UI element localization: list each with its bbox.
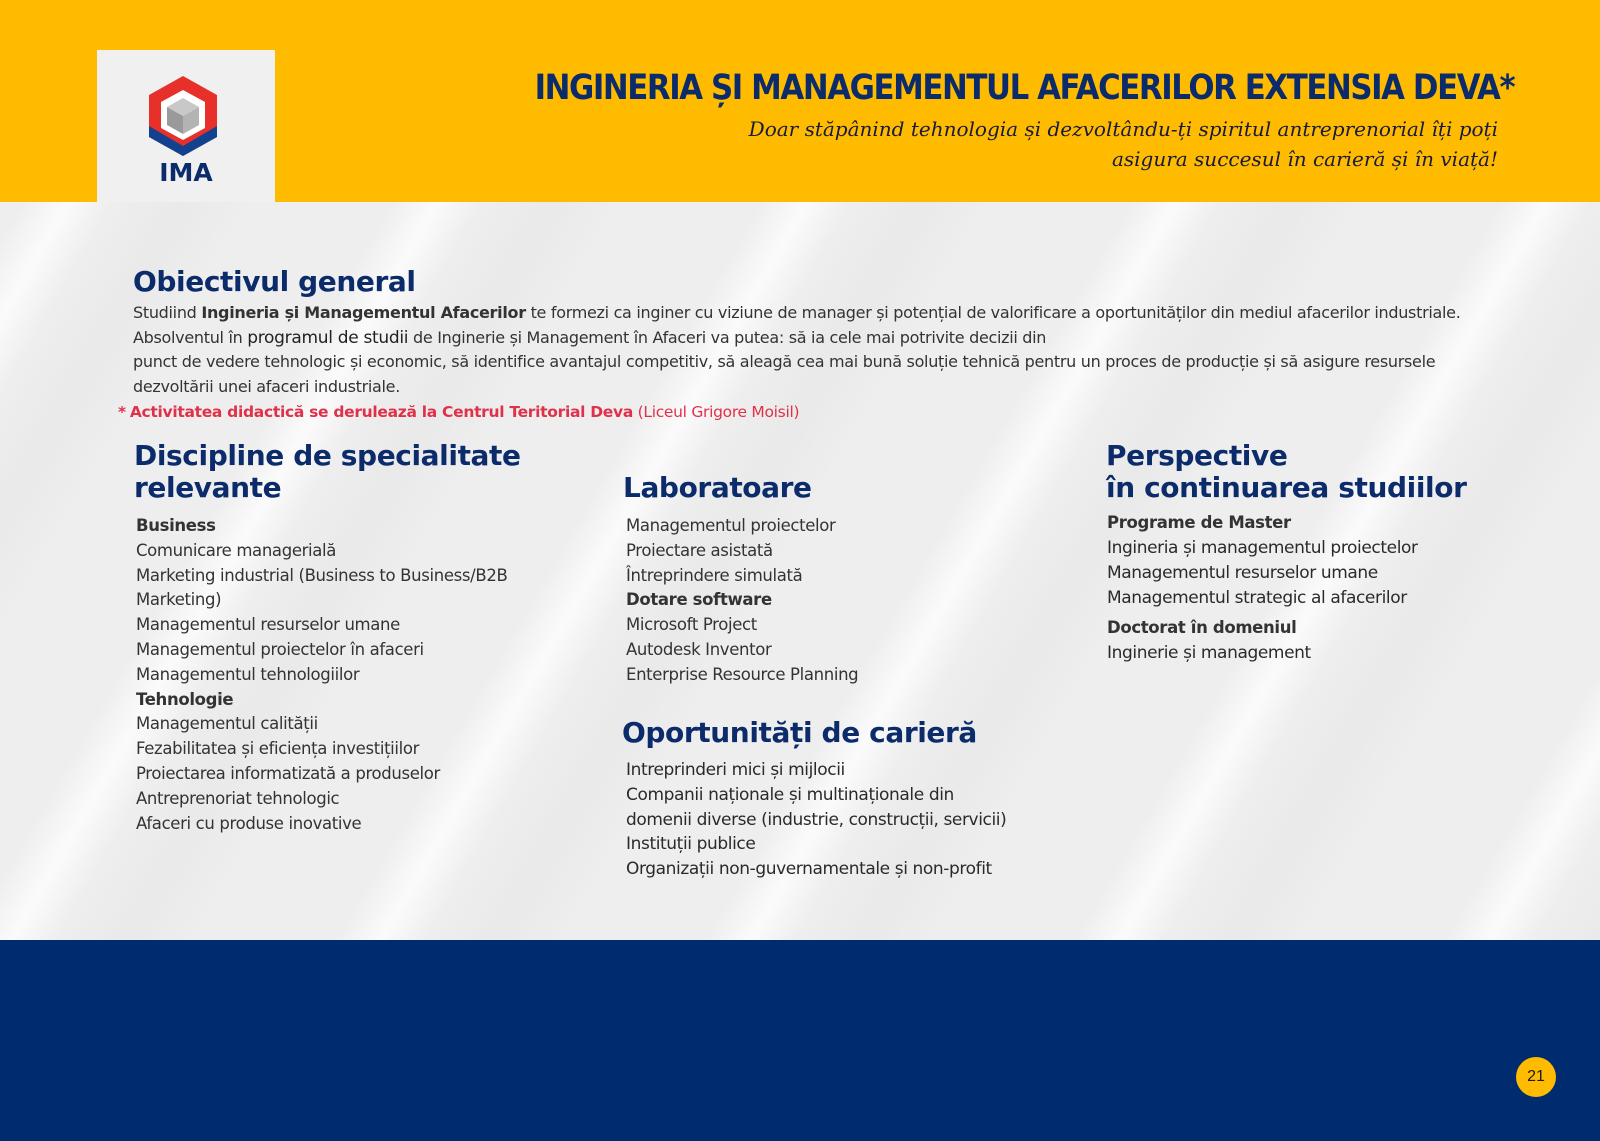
footer-band <box>0 940 1600 1141</box>
list-item: Instituții publice <box>626 834 756 855</box>
list-item: Managementul proiectelor <box>626 516 836 535</box>
asterisk: * <box>118 403 126 421</box>
objective-heading: Obiectivul general <box>133 265 416 298</box>
labs-list <box>623 514 1083 688</box>
list-item: Intreprinderi mici și mijlocii <box>626 760 845 780</box>
master-heading: Programe de Master <box>1107 513 1291 532</box>
list-item: Dotare software <box>626 590 772 610</box>
list-item: Microsoft Project <box>626 615 757 635</box>
heading-line: Perspective <box>1106 439 1288 472</box>
heading-line: Discipline de specialitate <box>134 439 521 472</box>
location-note-bold: Activitatea didactică se derulează la Centrul Teritorial Deva <box>129 403 633 421</box>
subtitle-line: Doar stăpânind tehnologia și dezvoltându-ți spiritul antreprenorial îți poți <box>748 117 1498 141</box>
page-title: INGINERIA ȘI MANAGEMENTUL AFACERILOR EXTENSIA DEVA* <box>534 68 1514 108</box>
list-item: domenii diverse (industrie, construcții, servicii) <box>626 809 1007 830</box>
list-item: Business <box>136 516 216 535</box>
disciplines-section <box>134 440 574 836</box>
page-subtitle <box>698 114 1498 174</box>
objective-paragraph <box>133 301 1493 350</box>
list-item: Proiectarea informatizată a produselor <box>136 763 440 783</box>
objective-paragraph: punct de vedere tehnologic și economic, să identifice avantajul competitiv, să aleagă cea mai bună soluție tehnică pentru un proces de producție și să asigure resursele dezvoltării unei afaceri industriale. <box>133 352 1436 396</box>
objective-text: de Inginerie și Management în Afaceri va putea: să ia cele mai potrivite decizii din <box>408 327 1047 347</box>
labs-heading: Laboratoare <box>623 471 812 504</box>
objective-text-bold: Ingineria și Managementul Afacerilor <box>201 303 526 322</box>
careers-section <box>622 717 1082 882</box>
list-item: Organizații non-guvernamentale și non-profit <box>626 859 992 880</box>
location-note-rest: (Liceul Grigore Moisil) <box>632 403 800 421</box>
list-item: Afaceri cu produse inovative <box>136 813 362 833</box>
heading-line: în continuarea studiilor <box>1106 471 1467 504</box>
phd-heading: Doctorat în domeniul <box>1107 618 1297 638</box>
header-band <box>0 0 1600 202</box>
list-item: Managementul tehnologiilor <box>136 664 360 684</box>
list-item: Întreprindere simulată <box>626 565 803 585</box>
list-item: Managementul calității <box>136 714 318 734</box>
page-number: 21 <box>1516 1057 1556 1097</box>
phd-list <box>1106 641 1546 666</box>
list-item: Managementul strategic al afacerilor <box>1107 587 1407 608</box>
list-item: Marketing industrial (Business to Business/B2B <box>136 565 508 585</box>
careers-list <box>622 758 1082 882</box>
list-item: Managementul proiectelor în afaceri <box>136 639 424 659</box>
disciplines-heading <box>134 440 574 504</box>
master-list <box>1106 536 1546 610</box>
list-item: Fezabilitatea și eficiența investițiilor <box>136 739 420 759</box>
logo <box>97 50 275 202</box>
perspectives-heading <box>1106 440 1546 504</box>
list-item: Tehnologie <box>136 689 234 709</box>
list-item: Managementul resurselor umane <box>136 615 400 635</box>
list-item: Autodesk Inventor <box>626 639 772 659</box>
hexagon-cube-icon <box>145 74 221 158</box>
list-item: Antreprenoriat tehnologic <box>136 788 340 808</box>
list-item: Companii naționale și multinaționale din <box>626 784 954 805</box>
careers-heading: Oportunități de carieră <box>622 716 977 749</box>
subtitle-line: asigura succesul în carieră și în viață! <box>1111 147 1498 171</box>
location-note <box>118 403 799 421</box>
list-item: Managementul resurselor umane <box>1107 562 1378 583</box>
perspectives-section <box>1106 440 1546 666</box>
list-item: Comunicare managerială <box>136 540 337 560</box>
list-item: Proiectare asistată <box>626 540 773 560</box>
list-item: Inginerie și management <box>1107 643 1311 664</box>
objective-text-emphasis: programul de studii <box>247 327 409 348</box>
labs-section <box>623 472 1083 688</box>
objective-text: Studiind <box>133 303 202 322</box>
disciplines-list <box>134 514 574 836</box>
heading-line: relevante <box>134 471 282 504</box>
list-item: Ingineria și managementul proiectelor <box>1107 538 1418 558</box>
objective-section <box>133 266 1493 399</box>
objective-text: te formezi ca inginer cu viziune de manager și potențial de valorificare a oportunităților din mediul afacerilor industriale. Absolventul în <box>133 303 1461 347</box>
list-item: Marketing) <box>136 590 222 610</box>
logo-text: IMA <box>159 158 213 187</box>
list-item: Enterprise Resource Planning <box>626 664 859 684</box>
